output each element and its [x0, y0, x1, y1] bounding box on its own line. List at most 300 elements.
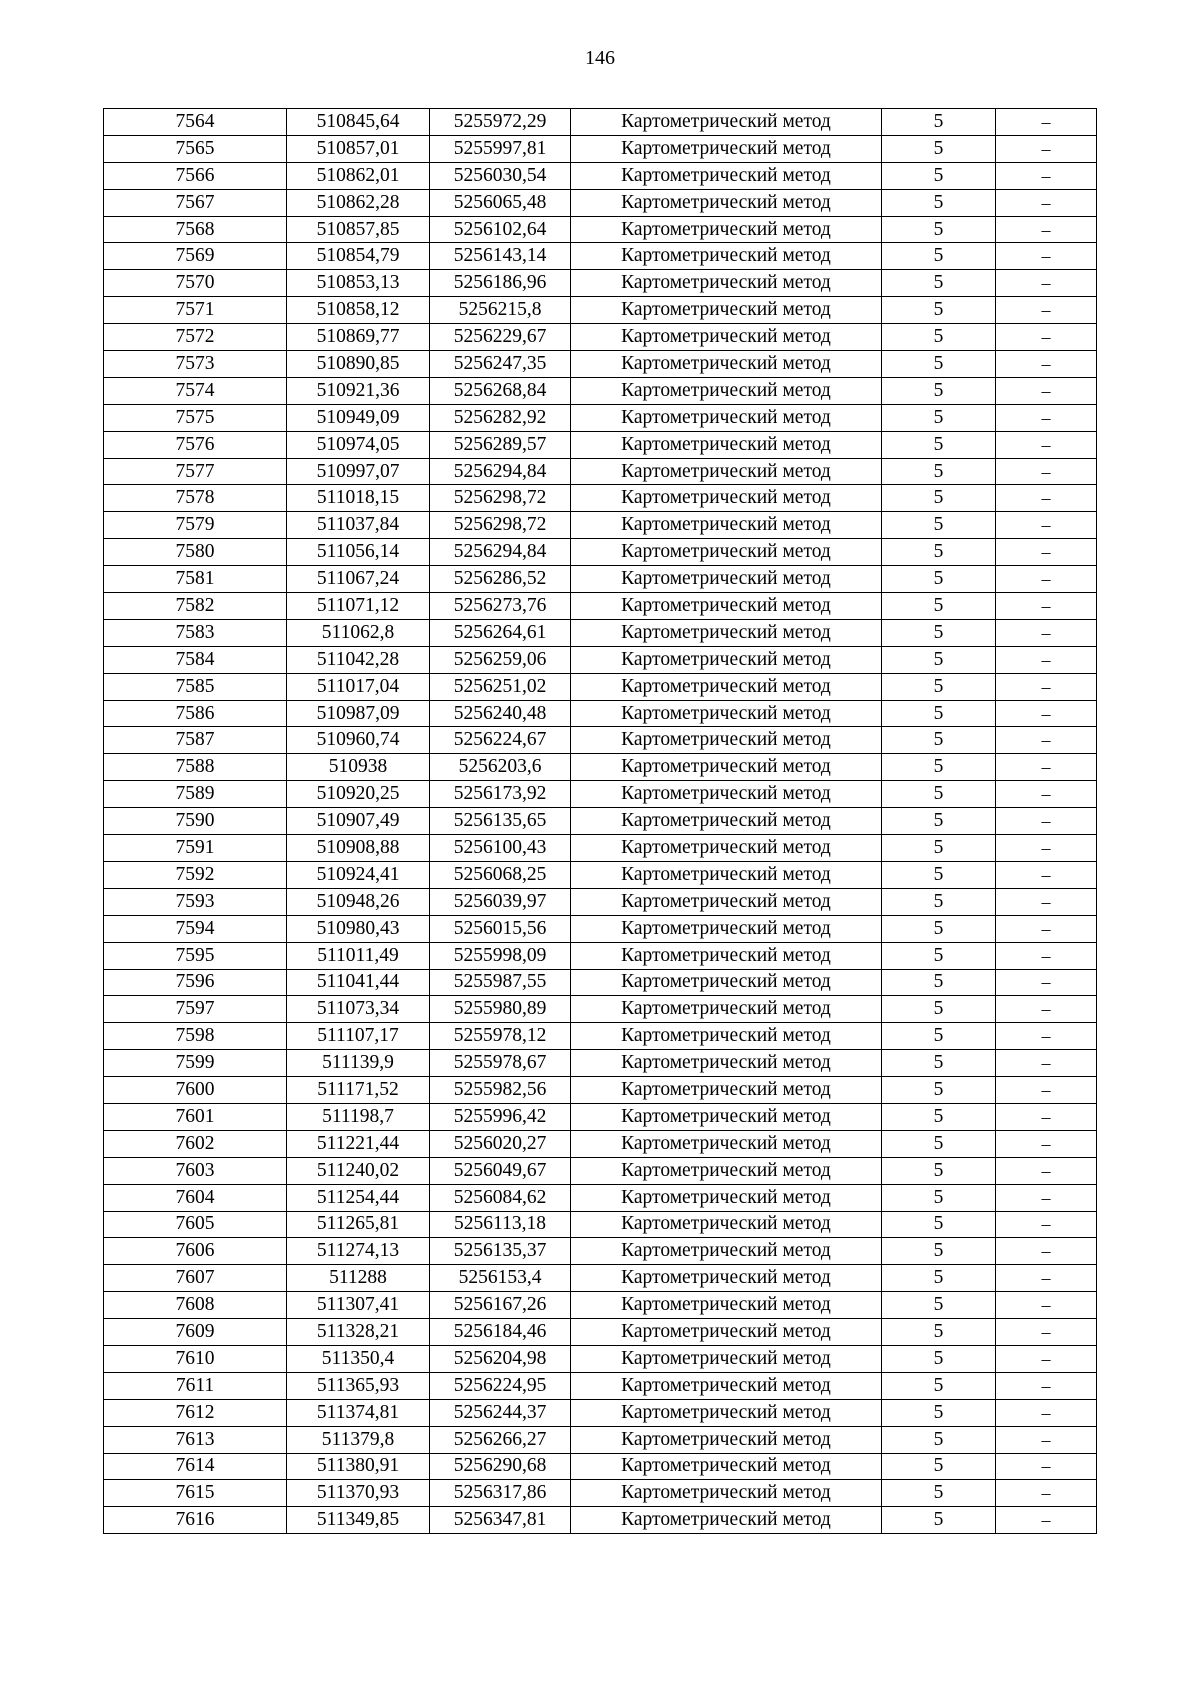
accuracy-cell: 5 [882, 593, 996, 620]
table-row [104, 566, 1097, 593]
point-number-cell: 7572 [104, 324, 287, 351]
x-coordinate-cell: 511017,04 [287, 673, 430, 700]
x-coordinate-cell: 510890,85 [287, 351, 430, 378]
accuracy-cell: 5 [882, 135, 996, 162]
point-number-cell: 7599 [104, 1050, 287, 1077]
y-coordinate-cell: 5255978,12 [430, 1023, 571, 1050]
y-coordinate-cell: 5255972,29 [430, 109, 571, 136]
table-row [104, 189, 1097, 216]
description-cell: – [996, 888, 1097, 915]
table-row [104, 619, 1097, 646]
accuracy-cell: 5 [882, 861, 996, 888]
table-row [104, 1238, 1097, 1265]
description-cell: – [996, 1050, 1097, 1077]
x-coordinate-cell: 511380,91 [287, 1453, 430, 1480]
table-row [104, 1345, 1097, 1372]
y-coordinate-cell: 5256289,57 [430, 431, 571, 458]
table-row [104, 324, 1097, 351]
accuracy-cell: 5 [882, 727, 996, 754]
accuracy-cell: 5 [882, 566, 996, 593]
point-number-cell: 7613 [104, 1426, 287, 1453]
description-cell: – [996, 808, 1097, 835]
point-number-cell: 7593 [104, 888, 287, 915]
method-cell: Картометрический метод [571, 1345, 882, 1372]
x-coordinate-cell: 511198,7 [287, 1103, 430, 1130]
table-row [104, 539, 1097, 566]
table-row [104, 646, 1097, 673]
y-coordinate-cell: 5255980,89 [430, 996, 571, 1023]
description-cell: – [996, 1345, 1097, 1372]
method-cell: Картометрический метод [571, 915, 882, 942]
point-number-cell: 7586 [104, 700, 287, 727]
description-cell: – [996, 297, 1097, 324]
y-coordinate-cell: 5256347,81 [430, 1507, 571, 1534]
point-number-cell: 7596 [104, 969, 287, 996]
description-cell: – [996, 942, 1097, 969]
x-coordinate-cell: 510907,49 [287, 808, 430, 835]
table-row [104, 1077, 1097, 1104]
description-cell: – [996, 216, 1097, 243]
x-coordinate-cell: 511365,93 [287, 1372, 430, 1399]
x-coordinate-cell: 511374,81 [287, 1399, 430, 1426]
description-cell: – [996, 1130, 1097, 1157]
point-number-cell: 7592 [104, 861, 287, 888]
table-row [104, 1211, 1097, 1238]
y-coordinate-cell: 5256135,65 [430, 808, 571, 835]
x-coordinate-cell: 510857,01 [287, 135, 430, 162]
accuracy-cell: 5 [882, 969, 996, 996]
method-cell: Картометрический метод [571, 1023, 882, 1050]
description-cell: – [996, 754, 1097, 781]
y-coordinate-cell: 5256247,35 [430, 351, 571, 378]
description-cell: – [996, 1292, 1097, 1319]
method-cell: Картометрический метод [571, 1077, 882, 1104]
method-cell: Картометрический метод [571, 593, 882, 620]
point-number-cell: 7580 [104, 539, 287, 566]
method-cell: Картометрический метод [571, 189, 882, 216]
accuracy-cell: 5 [882, 351, 996, 378]
x-coordinate-cell: 511041,44 [287, 969, 430, 996]
method-cell: Картометрический метод [571, 512, 882, 539]
method-cell: Картометрический метод [571, 1184, 882, 1211]
x-coordinate-cell: 510960,74 [287, 727, 430, 754]
y-coordinate-cell: 5256224,67 [430, 727, 571, 754]
y-coordinate-cell: 5256039,97 [430, 888, 571, 915]
method-cell: Картометрический метод [571, 996, 882, 1023]
table-row [104, 243, 1097, 270]
table-row [104, 727, 1097, 754]
x-coordinate-cell: 511073,34 [287, 996, 430, 1023]
description-cell: – [996, 243, 1097, 270]
point-number-cell: 7581 [104, 566, 287, 593]
y-coordinate-cell: 5256266,27 [430, 1426, 571, 1453]
point-number-cell: 7608 [104, 1292, 287, 1319]
accuracy-cell: 5 [882, 1426, 996, 1453]
accuracy-cell: 5 [882, 539, 996, 566]
table-row [104, 996, 1097, 1023]
table-row [104, 835, 1097, 862]
table-row [104, 808, 1097, 835]
table-row [104, 1103, 1097, 1130]
point-number-cell: 7582 [104, 593, 287, 620]
point-number-cell: 7565 [104, 135, 287, 162]
point-number-cell: 7600 [104, 1077, 287, 1104]
y-coordinate-cell: 5256286,52 [430, 566, 571, 593]
x-coordinate-cell: 510938 [287, 754, 430, 781]
method-cell: Картометрический метод [571, 673, 882, 700]
accuracy-cell: 5 [882, 1157, 996, 1184]
accuracy-cell: 5 [882, 646, 996, 673]
x-coordinate-cell: 511221,44 [287, 1130, 430, 1157]
method-cell: Картометрический метод [571, 377, 882, 404]
description-cell: – [996, 1265, 1097, 1292]
method-cell: Картометрический метод [571, 727, 882, 754]
method-cell: Картометрический метод [571, 216, 882, 243]
description-cell: – [996, 1426, 1097, 1453]
accuracy-cell: 5 [882, 673, 996, 700]
table-row [104, 1399, 1097, 1426]
y-coordinate-cell: 5255982,56 [430, 1077, 571, 1104]
y-coordinate-cell: 5255998,09 [430, 942, 571, 969]
point-number-cell: 7568 [104, 216, 287, 243]
y-coordinate-cell: 5256173,92 [430, 781, 571, 808]
y-coordinate-cell: 5255978,67 [430, 1050, 571, 1077]
accuracy-cell: 5 [882, 512, 996, 539]
y-coordinate-cell: 5256268,84 [430, 377, 571, 404]
description-cell: – [996, 1023, 1097, 1050]
table-row [104, 1184, 1097, 1211]
table-row [104, 404, 1097, 431]
point-number-cell: 7607 [104, 1265, 287, 1292]
method-cell: Картометрический метод [571, 1480, 882, 1507]
point-number-cell: 7594 [104, 915, 287, 942]
description-cell: – [996, 593, 1097, 620]
method-cell: Картометрический метод [571, 969, 882, 996]
y-coordinate-cell: 5256113,18 [430, 1211, 571, 1238]
description-cell: – [996, 431, 1097, 458]
y-coordinate-cell: 5256298,72 [430, 485, 571, 512]
method-cell: Картометрический метод [571, 566, 882, 593]
description-cell: – [996, 727, 1097, 754]
accuracy-cell: 5 [882, 915, 996, 942]
y-coordinate-cell: 5256244,37 [430, 1399, 571, 1426]
x-coordinate-cell: 510858,12 [287, 297, 430, 324]
method-cell: Картометрический метод [571, 404, 882, 431]
table-row [104, 1426, 1097, 1453]
accuracy-cell: 5 [882, 1345, 996, 1372]
accuracy-cell: 5 [882, 1265, 996, 1292]
description-cell: – [996, 270, 1097, 297]
accuracy-cell: 5 [882, 1103, 996, 1130]
x-coordinate-cell: 511240,02 [287, 1157, 430, 1184]
point-number-cell: 7597 [104, 996, 287, 1023]
y-coordinate-cell: 5256294,84 [430, 539, 571, 566]
x-coordinate-cell: 510862,01 [287, 162, 430, 189]
table-row [104, 888, 1097, 915]
x-coordinate-cell: 510924,41 [287, 861, 430, 888]
point-number-cell: 7578 [104, 485, 287, 512]
x-coordinate-cell: 511042,28 [287, 646, 430, 673]
x-coordinate-cell: 511062,8 [287, 619, 430, 646]
table-row [104, 431, 1097, 458]
method-cell: Картометрический метод [571, 1319, 882, 1346]
description-cell: – [996, 996, 1097, 1023]
point-number-cell: 7615 [104, 1480, 287, 1507]
description-cell: – [996, 135, 1097, 162]
accuracy-cell: 5 [882, 700, 996, 727]
accuracy-cell: 5 [882, 431, 996, 458]
description-cell: – [996, 189, 1097, 216]
description-cell: – [996, 351, 1097, 378]
point-number-cell: 7589 [104, 781, 287, 808]
method-cell: Картометрический метод [571, 270, 882, 297]
y-coordinate-cell: 5256143,14 [430, 243, 571, 270]
description-cell: – [996, 377, 1097, 404]
y-coordinate-cell: 5256135,37 [430, 1238, 571, 1265]
point-number-cell: 7598 [104, 1023, 287, 1050]
accuracy-cell: 5 [882, 458, 996, 485]
accuracy-cell: 5 [882, 808, 996, 835]
point-number-cell: 7588 [104, 754, 287, 781]
method-cell: Картометрический метод [571, 781, 882, 808]
table-row [104, 942, 1097, 969]
table-row [104, 512, 1097, 539]
accuracy-cell: 5 [882, 109, 996, 136]
description-cell: – [996, 1077, 1097, 1104]
table-row [104, 969, 1097, 996]
table-row [104, 377, 1097, 404]
method-cell: Картометрический метод [571, 754, 882, 781]
y-coordinate-cell: 5256184,46 [430, 1319, 571, 1346]
description-cell: – [996, 1399, 1097, 1426]
point-number-cell: 7577 [104, 458, 287, 485]
accuracy-cell: 5 [882, 754, 996, 781]
x-coordinate-cell: 511274,13 [287, 1238, 430, 1265]
y-coordinate-cell: 5256049,67 [430, 1157, 571, 1184]
x-coordinate-cell: 511071,12 [287, 593, 430, 620]
y-coordinate-cell: 5256294,84 [430, 458, 571, 485]
coordinates-table-body [104, 109, 1097, 1534]
description-cell: – [996, 861, 1097, 888]
y-coordinate-cell: 5256030,54 [430, 162, 571, 189]
point-number-cell: 7584 [104, 646, 287, 673]
table-row [104, 673, 1097, 700]
point-number-cell: 7585 [104, 673, 287, 700]
y-coordinate-cell: 5256068,25 [430, 861, 571, 888]
y-coordinate-cell: 5256264,61 [430, 619, 571, 646]
method-cell: Картометрический метод [571, 351, 882, 378]
x-coordinate-cell: 511288 [287, 1265, 430, 1292]
method-cell: Картометрический метод [571, 942, 882, 969]
description-cell: – [996, 1319, 1097, 1346]
table-row [104, 1050, 1097, 1077]
description-cell: – [996, 324, 1097, 351]
description-cell: – [996, 1157, 1097, 1184]
point-number-cell: 7573 [104, 351, 287, 378]
description-cell: – [996, 915, 1097, 942]
y-coordinate-cell: 5256186,96 [430, 270, 571, 297]
coordinates-table [103, 108, 1097, 1534]
y-coordinate-cell: 5256102,64 [430, 216, 571, 243]
method-cell: Картометрический метод [571, 1507, 882, 1534]
accuracy-cell: 5 [882, 189, 996, 216]
x-coordinate-cell: 511379,8 [287, 1426, 430, 1453]
point-number-cell: 7574 [104, 377, 287, 404]
description-cell: – [996, 485, 1097, 512]
method-cell: Картометрический метод [571, 1157, 882, 1184]
method-cell: Картометрический метод [571, 888, 882, 915]
table-row [104, 162, 1097, 189]
accuracy-cell: 5 [882, 1372, 996, 1399]
y-coordinate-cell: 5256153,4 [430, 1265, 571, 1292]
x-coordinate-cell: 511011,49 [287, 942, 430, 969]
x-coordinate-cell: 510949,09 [287, 404, 430, 431]
x-coordinate-cell: 511056,14 [287, 539, 430, 566]
accuracy-cell: 5 [882, 1130, 996, 1157]
x-coordinate-cell: 510974,05 [287, 431, 430, 458]
y-coordinate-cell: 5256020,27 [430, 1130, 571, 1157]
description-cell: – [996, 512, 1097, 539]
description-cell: – [996, 1184, 1097, 1211]
x-coordinate-cell: 511307,41 [287, 1292, 430, 1319]
table-row [104, 216, 1097, 243]
method-cell: Картометрический метод [571, 646, 882, 673]
y-coordinate-cell: 5255996,42 [430, 1103, 571, 1130]
point-number-cell: 7609 [104, 1319, 287, 1346]
accuracy-cell: 5 [882, 781, 996, 808]
point-number-cell: 7602 [104, 1130, 287, 1157]
table-row [104, 109, 1097, 136]
accuracy-cell: 5 [882, 404, 996, 431]
table-row [104, 700, 1097, 727]
x-coordinate-cell: 511265,81 [287, 1211, 430, 1238]
x-coordinate-cell: 510862,28 [287, 189, 430, 216]
table-row [104, 861, 1097, 888]
table-row [104, 1507, 1097, 1534]
table-row [104, 1453, 1097, 1480]
x-coordinate-cell: 511037,84 [287, 512, 430, 539]
point-number-cell: 7610 [104, 1345, 287, 1372]
table-row [104, 1265, 1097, 1292]
x-coordinate-cell: 510920,25 [287, 781, 430, 808]
method-cell: Картометрический метод [571, 1238, 882, 1265]
accuracy-cell: 5 [882, 1023, 996, 1050]
method-cell: Картометрический метод [571, 861, 882, 888]
point-number-cell: 7576 [104, 431, 287, 458]
description-cell: – [996, 1372, 1097, 1399]
accuracy-cell: 5 [882, 1480, 996, 1507]
description-cell: – [996, 781, 1097, 808]
point-number-cell: 7567 [104, 189, 287, 216]
table-row [104, 1372, 1097, 1399]
method-cell: Картометрический метод [571, 1399, 882, 1426]
point-number-cell: 7587 [104, 727, 287, 754]
x-coordinate-cell: 511370,93 [287, 1480, 430, 1507]
accuracy-cell: 5 [882, 1077, 996, 1104]
point-number-cell: 7616 [104, 1507, 287, 1534]
method-cell: Картометрический метод [571, 619, 882, 646]
accuracy-cell: 5 [882, 1399, 996, 1426]
y-coordinate-cell: 5256273,76 [430, 593, 571, 620]
x-coordinate-cell: 511350,4 [287, 1345, 430, 1372]
method-cell: Картометрический метод [571, 1103, 882, 1130]
method-cell: Картометрический метод [571, 1453, 882, 1480]
accuracy-cell: 5 [882, 270, 996, 297]
y-coordinate-cell: 5256015,56 [430, 915, 571, 942]
y-coordinate-cell: 5256282,92 [430, 404, 571, 431]
method-cell: Картометрический метод [571, 1050, 882, 1077]
x-coordinate-cell: 510980,43 [287, 915, 430, 942]
accuracy-cell: 5 [882, 1211, 996, 1238]
point-number-cell: 7605 [104, 1211, 287, 1238]
table-row [104, 1130, 1097, 1157]
table-row [104, 915, 1097, 942]
point-number-cell: 7603 [104, 1157, 287, 1184]
description-cell: – [996, 1453, 1097, 1480]
accuracy-cell: 5 [882, 1292, 996, 1319]
y-coordinate-cell: 5256215,8 [430, 297, 571, 324]
accuracy-cell: 5 [882, 297, 996, 324]
y-coordinate-cell: 5256298,72 [430, 512, 571, 539]
point-number-cell: 7604 [104, 1184, 287, 1211]
point-number-cell: 7601 [104, 1103, 287, 1130]
point-number-cell: 7570 [104, 270, 287, 297]
description-cell: – [996, 1238, 1097, 1265]
point-number-cell: 7591 [104, 835, 287, 862]
y-coordinate-cell: 5256204,98 [430, 1345, 571, 1372]
table-row [104, 1023, 1097, 1050]
table-row [104, 351, 1097, 378]
accuracy-cell: 5 [882, 324, 996, 351]
accuracy-cell: 5 [882, 1453, 996, 1480]
accuracy-cell: 5 [882, 996, 996, 1023]
y-coordinate-cell: 5256259,06 [430, 646, 571, 673]
y-coordinate-cell: 5256229,67 [430, 324, 571, 351]
point-number-cell: 7614 [104, 1453, 287, 1480]
table-row [104, 1157, 1097, 1184]
accuracy-cell: 5 [882, 377, 996, 404]
point-number-cell: 7575 [104, 404, 287, 431]
accuracy-cell: 5 [882, 1507, 996, 1534]
y-coordinate-cell: 5256317,86 [430, 1480, 571, 1507]
x-coordinate-cell: 511018,15 [287, 485, 430, 512]
x-coordinate-cell: 510845,64 [287, 109, 430, 136]
x-coordinate-cell: 511139,9 [287, 1050, 430, 1077]
point-number-cell: 7569 [104, 243, 287, 270]
description-cell: – [996, 619, 1097, 646]
point-number-cell: 7566 [104, 162, 287, 189]
x-coordinate-cell: 511171,52 [287, 1077, 430, 1104]
method-cell: Картометрический метод [571, 1292, 882, 1319]
x-coordinate-cell: 510921,36 [287, 377, 430, 404]
description-cell: – [996, 566, 1097, 593]
y-coordinate-cell: 5256203,6 [430, 754, 571, 781]
y-coordinate-cell: 5256084,62 [430, 1184, 571, 1211]
accuracy-cell: 5 [882, 1050, 996, 1077]
y-coordinate-cell: 5256251,02 [430, 673, 571, 700]
accuracy-cell: 5 [882, 1319, 996, 1346]
page-number: 146 [585, 47, 615, 69]
description-cell: – [996, 404, 1097, 431]
point-number-cell: 7583 [104, 619, 287, 646]
point-number-cell: 7564 [104, 109, 287, 136]
method-cell: Картометрический метод [571, 835, 882, 862]
accuracy-cell: 5 [882, 619, 996, 646]
accuracy-cell: 5 [882, 216, 996, 243]
method-cell: Картометрический метод [571, 485, 882, 512]
point-number-cell: 7612 [104, 1399, 287, 1426]
x-coordinate-cell: 510853,13 [287, 270, 430, 297]
